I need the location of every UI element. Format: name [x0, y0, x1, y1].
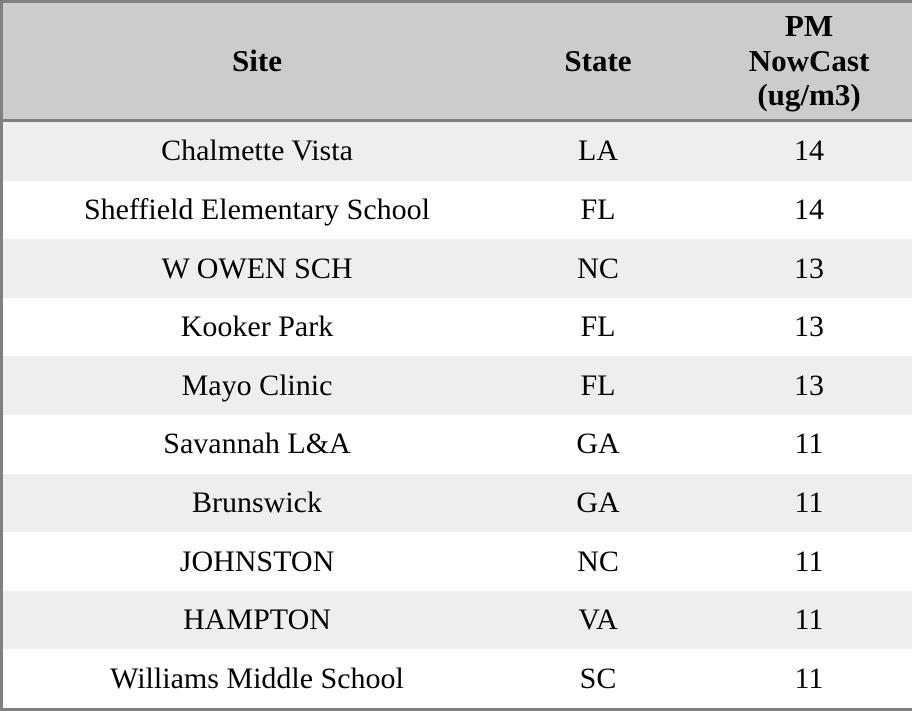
table-row: [3, 649, 912, 708]
cell-state: NC: [511, 532, 685, 591]
table-row: [3, 181, 912, 240]
cell-pm: 11: [685, 649, 912, 708]
cell-site: HAMPTON: [3, 591, 511, 650]
cell-site: JOHNSTON: [3, 532, 511, 591]
cell-state: NC: [511, 239, 685, 298]
cell-pm: 13: [685, 239, 912, 298]
cell-pm: 11: [685, 474, 912, 533]
cell-pm: 13: [685, 356, 912, 415]
cell-state: SC: [511, 649, 685, 708]
column-header-site: Site: [3, 3, 511, 121]
cell-site: Sheffield Elementary School: [3, 181, 511, 240]
cell-pm: 14: [685, 181, 912, 240]
cell-site: Williams Middle School: [3, 649, 511, 708]
cell-pm: 11: [685, 415, 912, 474]
table-row: [3, 415, 912, 474]
cell-state: VA: [511, 591, 685, 650]
cell-state: LA: [511, 121, 685, 181]
cell-site: Brunswick: [3, 474, 511, 533]
table-row: [3, 474, 912, 533]
table-row: [3, 239, 912, 298]
cell-site: W OWEN SCH: [3, 239, 511, 298]
cell-pm: 13: [685, 298, 912, 357]
table-row: [3, 298, 912, 357]
column-header-pm-nowcast: [685, 3, 912, 121]
table-row: [3, 356, 912, 415]
table-row: [3, 532, 912, 591]
air-quality-table: [3, 3, 912, 708]
cell-state: FL: [511, 298, 685, 357]
cell-site: Mayo Clinic: [3, 356, 511, 415]
column-header-pm-line-1: PM: [784, 8, 834, 43]
table-header-row: [3, 3, 912, 121]
cell-site: Chalmette Vista: [3, 121, 511, 181]
cell-pm: 11: [685, 591, 912, 650]
cell-site: Kooker Park: [3, 298, 511, 357]
cell-pm: 14: [685, 121, 912, 181]
table-row: [3, 121, 912, 181]
column-header-state: State: [511, 3, 685, 121]
cell-site: Savannah L&A: [3, 415, 511, 474]
column-header-pm-line-2: NowCast: [748, 42, 870, 78]
cell-state: FL: [511, 181, 685, 240]
cell-state: GA: [511, 474, 685, 533]
cell-state: FL: [511, 356, 685, 415]
table-header: [3, 3, 912, 121]
table-row: [3, 591, 912, 650]
cell-state: GA: [511, 415, 685, 474]
column-header-pm-line-3: (ug/m3): [757, 77, 861, 113]
table-body: [3, 121, 912, 708]
cell-pm: 11: [685, 532, 912, 591]
